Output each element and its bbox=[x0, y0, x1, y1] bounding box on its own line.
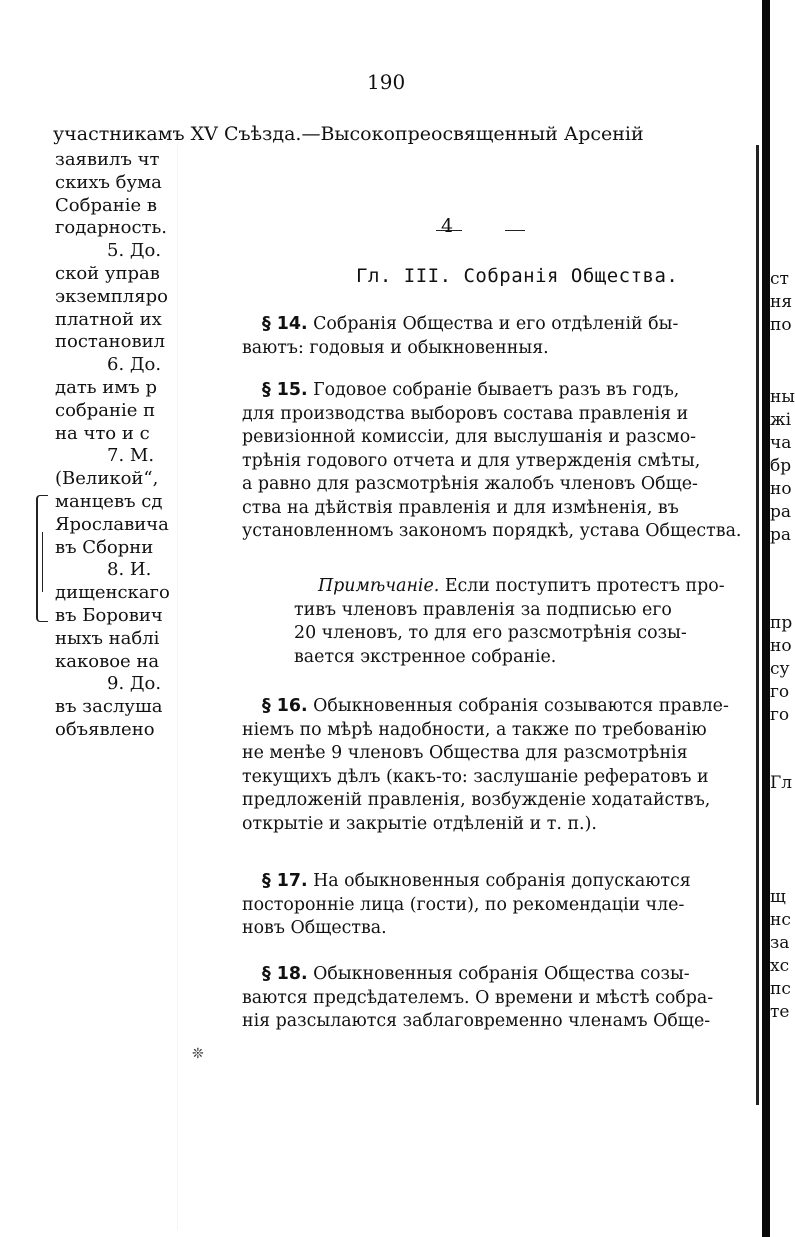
base-column-line: на что и с bbox=[55, 422, 150, 444]
inserted-page bbox=[178, 145, 758, 1230]
section-16-line: ніемъ по мѣрѣ надобности, а также по требованію bbox=[242, 719, 707, 740]
section-16 bbox=[242, 695, 752, 836]
base-column-line: 7. М. bbox=[107, 445, 155, 467]
base-column-line: 9. До. bbox=[107, 673, 162, 695]
chapter-title: Гл. III. Собранія Общества. bbox=[356, 265, 679, 287]
section-16-line: не менѣе 9 членовъ Общества для разсмотрѣнія bbox=[242, 743, 688, 763]
section-17-line: новъ Общества. bbox=[242, 918, 387, 938]
base-column-line: въ Борович bbox=[55, 604, 163, 626]
section-14-line: ваютъ: годовыя и обыкновенныя. bbox=[242, 337, 549, 358]
inserted-page-number: 4 bbox=[441, 215, 454, 237]
base-column-line: экземпляро bbox=[55, 285, 168, 307]
base-column-line: объявлено bbox=[55, 718, 155, 740]
section-15-line: ревизіонной комиссіи, для выслушанія и разсмо- bbox=[242, 427, 697, 447]
section-18-line: § 18. Обыкновенныя собранія Общества созы- bbox=[262, 964, 690, 984]
section-15 bbox=[242, 379, 752, 544]
right-fragments-5: щ нс за хс пс те bbox=[770, 887, 791, 1022]
base-column-line: скихъ бума bbox=[55, 171, 162, 193]
base-column-line: манцевъ сд bbox=[55, 490, 163, 512]
margin-pencil-mark bbox=[42, 532, 49, 592]
base-column-line: собраніе п bbox=[55, 399, 156, 421]
base-column-line: въ Сборни bbox=[55, 536, 154, 558]
section-15-line: для производства выборовъ состава правленія и bbox=[242, 403, 689, 424]
base-column-line: въ заслуша bbox=[55, 696, 163, 718]
base-column-line: каковое на bbox=[55, 650, 160, 672]
base-column-line: Собраніе в bbox=[55, 194, 157, 216]
book-spine bbox=[762, 0, 770, 1237]
base-top-line: участникамъ XV Съѣзда.—Высокопреосвященный Арсеній bbox=[53, 123, 644, 145]
note-label: Примѣчаніе. bbox=[318, 576, 440, 596]
section-number: § 16. bbox=[262, 696, 308, 716]
section-17-line: § 17. На обыкновенныя собранія допускаются bbox=[262, 871, 691, 891]
section-15-line: установленномъ закономъ порядкѣ, устава Общества. bbox=[242, 521, 742, 541]
right-fragments-3: пр но су го го bbox=[770, 613, 793, 725]
base-page-number: 190 bbox=[367, 70, 406, 94]
section-18-line: ваются предсѣдателемъ. О времени и мѣстѣ собра- bbox=[242, 987, 714, 1008]
section-14-line: § 14. Собранія Общества и его отдѣленій бы- bbox=[262, 314, 679, 334]
section-15-line: а равно для разсмотрѣнія жалобъ членовъ Обще- bbox=[242, 474, 698, 494]
base-column-line: заявилъ чт bbox=[55, 149, 160, 170]
base-column-line: дищенскаго bbox=[55, 582, 170, 604]
right-fragments-2: ны жі ча бр но ра ра bbox=[770, 387, 795, 545]
section-15-line: трѣнія годового отчета и для утвержденія смѣты, bbox=[242, 450, 701, 471]
section-16-line: § 16. Обыкновенныя собранія созываются правле- bbox=[262, 696, 729, 716]
section-16-line: текущихъ дѣлъ (какъ-то: заслушаніе рефератовъ и bbox=[242, 766, 709, 787]
section-18-line: нія разсылаются заблаговременно членамъ Обще- bbox=[242, 1011, 711, 1031]
section-15-line: § 15. Годовое собраніе бываетъ разъ въ годъ, bbox=[262, 380, 680, 400]
section-17 bbox=[242, 870, 752, 941]
base-column-line: ской управ bbox=[55, 262, 160, 284]
section-14 bbox=[242, 313, 752, 360]
base-column-line: годарность. bbox=[55, 217, 167, 239]
note bbox=[294, 575, 752, 669]
base-column-line: 8. И. bbox=[107, 559, 152, 581]
base-column-line: платной их bbox=[55, 308, 162, 330]
base-column-line: Ярославича bbox=[55, 513, 169, 535]
page-edge-shadow bbox=[756, 145, 759, 1105]
section-number: § 14. bbox=[262, 314, 308, 334]
right-fragments-4: Гл bbox=[770, 773, 793, 793]
note-line: Примѣчаніе. Если поступитъ протестъ про- bbox=[318, 576, 725, 596]
base-column-line: постановил bbox=[55, 331, 166, 353]
base-column-line: 6. До. bbox=[107, 354, 162, 376]
note-line: вается экстренное собраніе. bbox=[294, 646, 557, 667]
section-16-line: открытіе и закрытіе отдѣленій и т. п.). bbox=[242, 813, 597, 834]
base-column-line: ныхъ наблі bbox=[55, 627, 160, 649]
note-line: 20 членовъ, то для его разсмотрѣнія созы- bbox=[294, 623, 687, 643]
base-column-line: 5. До. bbox=[107, 240, 162, 262]
section-16-line: предложеній правленія, возбужденіе ходатайствъ, bbox=[242, 790, 711, 810]
page-number-dash-right bbox=[505, 230, 525, 231]
ink-speck-mark: ❊ bbox=[192, 1046, 204, 1062]
note-line: тивъ членовъ правленія за подписью его bbox=[294, 599, 672, 620]
section-18 bbox=[242, 963, 752, 1034]
base-left-column bbox=[55, 149, 175, 742]
section-15-line: ства на дѣйствія правленія и для измѣненія, въ bbox=[242, 497, 679, 518]
section-number: § 18. bbox=[262, 964, 308, 984]
base-column-line: дать имъ р bbox=[55, 376, 157, 398]
base-column-line: (Великой“, bbox=[55, 468, 159, 490]
section-number: § 17. bbox=[262, 871, 308, 891]
section-number: § 15. bbox=[262, 380, 308, 400]
right-fragments-1: ст ня по bbox=[770, 269, 793, 335]
section-17-line: посторонніе лица (гости), по рекомендаціи чле- bbox=[242, 894, 685, 915]
